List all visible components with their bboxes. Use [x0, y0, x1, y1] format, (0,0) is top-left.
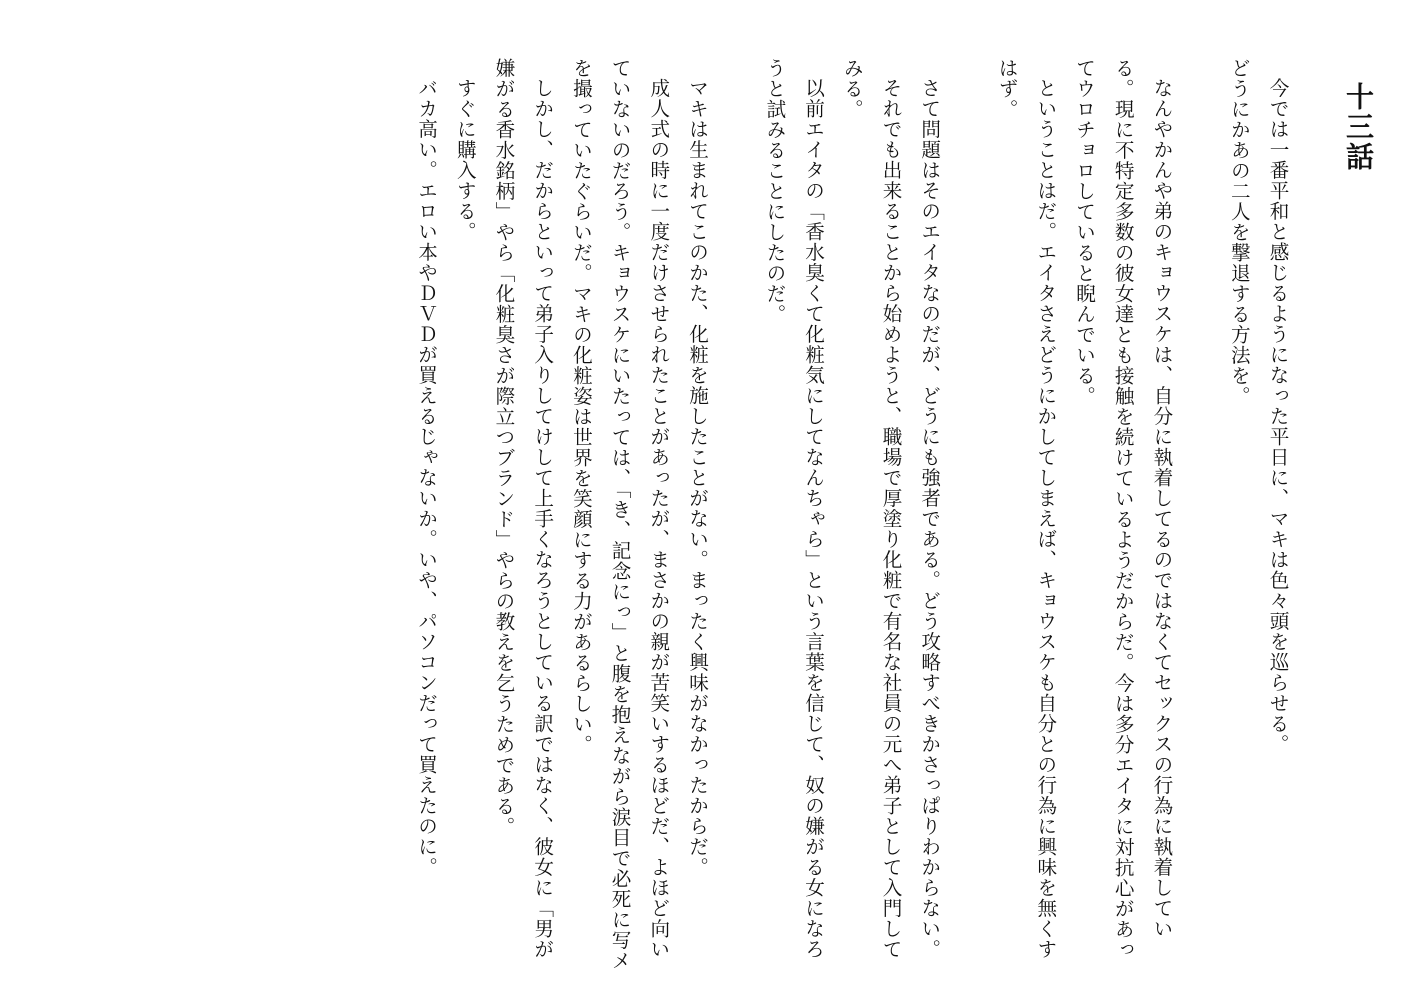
paragraph: 成人式の時に一度だけさせられたことがあったが、まさかの親が苦笑いするほどだ、よほど向いていないのだろう。キョウスケにいたっては、「き、記念にっ」と腹を抱えながら涙目で必死に写メを撮っていたぐらいだ。マキの化粧姿は世界を笑顔にする力があるらしい。	[569, 58, 670, 971]
paragraph: 今では一番平和と感じるようになった平日に、マキは色々頭を巡らせる。	[1266, 77, 1289, 755]
blank-line	[716, 58, 755, 978]
blank-line	[1180, 58, 1219, 978]
paragraph: マキは生まれてこのかた、化粧を施したことがない。まったく興味がなかったからだ。	[685, 77, 709, 878]
paragraph: さて問題はそのエイタなのだが、どうにも強者である。どう攻略すべきかさっぱりわからない。	[917, 77, 941, 960]
chapter-title: 十三話	[1342, 82, 1375, 172]
paragraph: どうにかあの二人を撃退する方法を。	[1227, 58, 1251, 407]
paragraph: ということはだ。エイタさえどうにかしてしまえば、キョウスケも自分との行為に興味を無くすはず。	[995, 58, 1057, 960]
paragraph: それでも出来ることから始めようと、職場で厚塗り化粧で有名な社員の元へ弟子として入門してみる。	[840, 58, 902, 960]
paragraph: 以前エイタの「香水臭くて化粧気にしてなんちゃら」という言葉を信じて、奴の嫌がる女になろうと試みることにしたのだ。	[762, 58, 825, 960]
paragraph: すぐに購入する。	[453, 77, 477, 242]
paragraph: なんやかんや弟のキョウスケは、自分に執着してるのではなくてセックスの行為に執着している。現に不特定多数の彼女達とも接触を続けているようだからだ。今は多分エイタに対抗心があってウロチョロしていると睨んでいる。	[1072, 58, 1173, 960]
paragraph: バカ高い。エロい本やＤＶＤが買えるじゃないか。いや、パソコンだって買えたのに。	[414, 77, 438, 878]
blank-line	[948, 58, 987, 978]
paragraph: しかし、だからといって弟子入りしてけして上手くなろうとしている訳ではなく、彼女に「男が嫌がる香水銘柄」やら「化粧臭さが際立つブランド」やらの教えを乞うためである。	[491, 58, 554, 960]
body-text	[406, 58, 1296, 978]
